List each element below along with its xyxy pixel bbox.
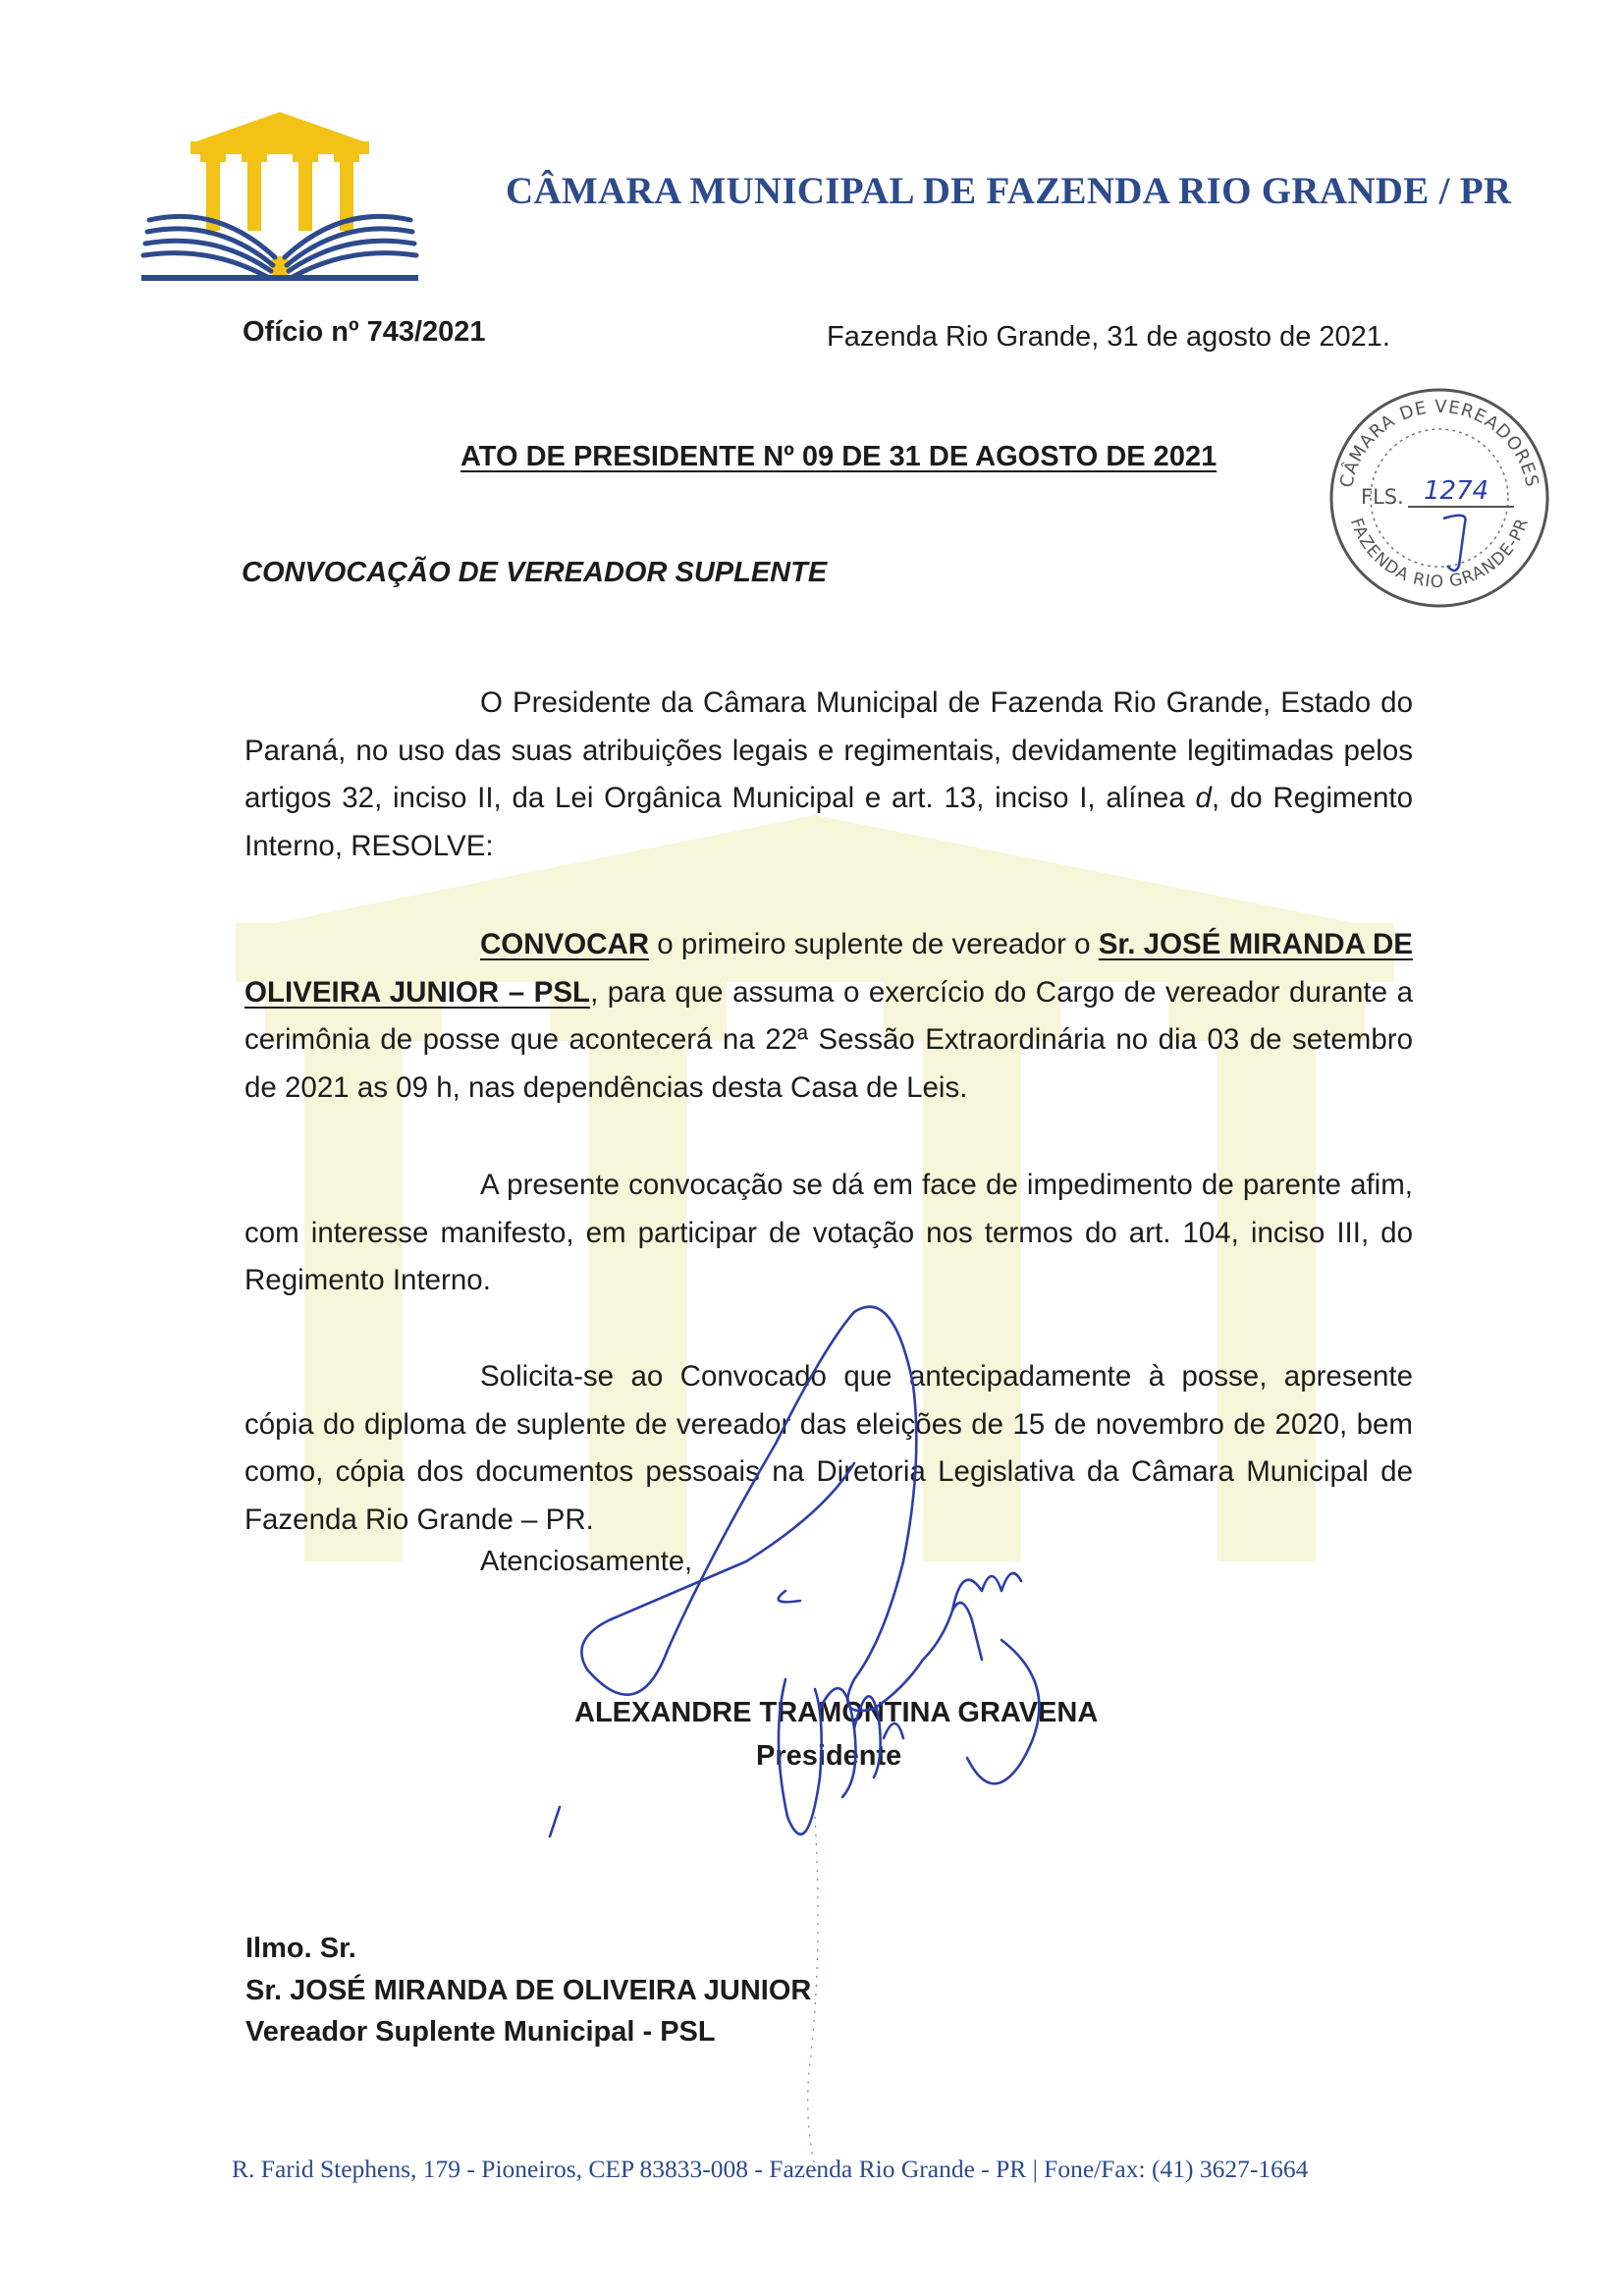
stamp-bottom-text: FAZENDA RIO GRANDE-PR	[1345, 515, 1534, 593]
paragraph-resolution: O Presidente da Câmara Municipal de Fazenda Rio Grande, Estado do Paraná, no uso das suas atribuições legais e regimentais, devidamente legitimadas pelos artigos 32, inciso II, da Lei Orgânica Municipal e art. 13, inciso I, alínea d, do Regimento Interno, RESOLVE:	[244, 686, 1413, 862]
signatory-name: ALEXANDRE TRAMONTINA GRAVENA	[574, 1697, 1099, 1728]
recipient-name: Sr. JOSÉ MIRANDA DE OLIVEIRA JUNIOR	[245, 1975, 812, 2006]
recipient-role: Vereador Suplente Municipal - PSL	[245, 2016, 716, 2048]
convocar-verb: CONVOCAR	[480, 928, 650, 960]
legislative-building-book-logo	[139, 110, 420, 283]
oficio-number: Ofício nº 743/2021	[243, 316, 486, 348]
recipient-salutation: Ilmo. Sr.	[245, 1933, 356, 1964]
letter-date: Fazenda Rio Grande, 31 de agosto de 2021.	[827, 321, 1390, 353]
signatory-role: Presidente	[756, 1740, 902, 1772]
paragraph-convocation: CONVOCAR o primeiro suplente de vereador o Sr. JOSÉ MIRANDA DE OLIVEIRA JUNIOR – PSL, para que assuma o exercício do Cargo de vereador durante a cerimônia de posse que acontecerá na 22ª Sessão Extraordinária no dia 03 de setembro de 2021 as 09 h, nas dependências desta Casa de Leis.	[244, 928, 1413, 1104]
stamp-fls-number: 1274	[1424, 476, 1489, 506]
footer-address: R. Farid Stephens, 179 - Pioneiros, CEP 83833-008 - Fazenda Rio Grande - PR | Fone/Fax: (41) 3627-1664	[232, 2155, 1309, 2183]
page-number-stamp	[1322, 385, 1557, 611]
stamp-top-text: CÂMARA DE VEREADORES	[1336, 396, 1542, 490]
closing: Atenciosamente,	[480, 1546, 693, 1577]
act-title: ATO DE PRESIDENTE Nº 09 DE 31 DE AGOSTO DE 2021	[460, 441, 1217, 472]
stamp-fls-label: FLS.	[1361, 485, 1404, 509]
convoked-name: Sr. JOSÉ MIRANDA DE OLIVEIRA JUNIOR – PSL	[244, 928, 1413, 1009]
paragraph-request: Solicita-se ao Convocado que antecipadamente à posse, apresente cópia do diploma de suplente de vereador das eleições de 15 de novembro de 2020, bem como, cópia dos documentos pessoais na Diretoria Legislativa da Câmara Municipal de Fazenda Rio Grande – PR.	[244, 1360, 1413, 1536]
subject-line: CONVOCAÇÃO DE VEREADOR SUPLENTE	[242, 557, 828, 588]
paragraph-reason: A presente convocação se dá em face de impedimento de parente afim, com interesse manifesto, em participar de votação nos termos do art. 104, inciso III, do Regimento Interno.	[244, 1169, 1413, 1296]
institution-title: CÂMARA MUNICIPAL DE FAZENDA RIO GRANDE / PR	[506, 170, 1512, 212]
svg-text:FAZENDA RIO GRANDE-PR	[1346, 516, 1533, 592]
